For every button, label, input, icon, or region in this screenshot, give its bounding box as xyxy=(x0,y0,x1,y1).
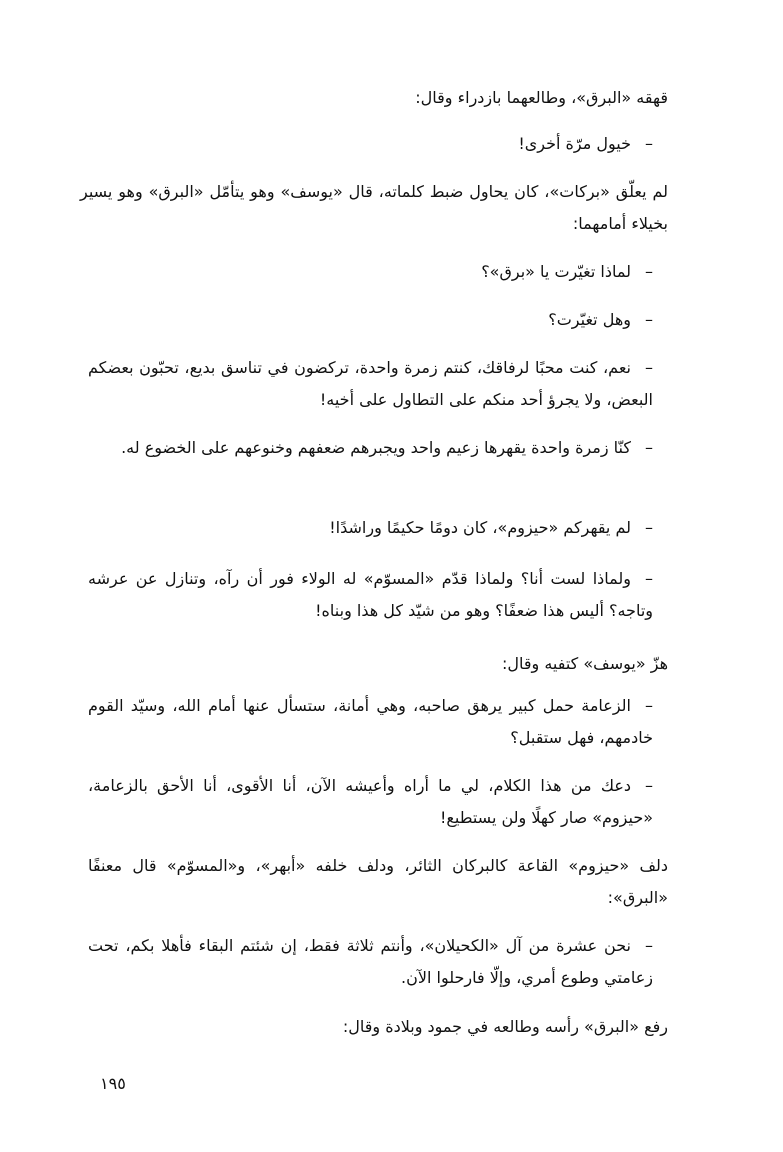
paragraph-text: قهقه «البرق»، وطالعهما بازدراء وقال: xyxy=(415,88,668,107)
dialogue-dash: – xyxy=(645,310,653,329)
dialogue-line xyxy=(88,512,653,544)
page-number: ١٩٥ xyxy=(100,1074,126,1093)
narration-paragraph xyxy=(88,82,668,114)
dialogue-line xyxy=(88,563,653,627)
dialogue-line xyxy=(88,256,653,288)
narration-paragraph xyxy=(88,850,668,914)
dialogue-line xyxy=(88,770,653,834)
narration-paragraph xyxy=(80,176,668,240)
dialogue-line xyxy=(88,432,653,464)
paragraph-text: لماذا تغيّرت يا «برق»؟ xyxy=(481,262,631,281)
dialogue-dash: – xyxy=(645,438,653,457)
paragraph-text: خيول مرّة أخرى! xyxy=(518,134,631,153)
dialogue-dash: – xyxy=(645,134,653,153)
paragraph-text: كنّا زمرة واحدة يقهرها زعيم واحد ويجبرهم ضعفهم وخنوعهم على الخضوع له. xyxy=(121,438,631,457)
dialogue-dash: – xyxy=(645,518,653,537)
narration-paragraph xyxy=(88,1011,668,1043)
dialogue-line xyxy=(88,128,653,160)
dialogue-line xyxy=(88,930,653,994)
dialogue-line xyxy=(88,352,653,416)
paragraph-text: الزعامة حمل كبير يرهق صاحبه، وهي أمانة، ستسأل عنها أمام الله، وسيّد القوم خادمهم، فهل ستقبل؟ xyxy=(88,696,653,747)
paragraph-text: وهل تغيّرت؟ xyxy=(548,310,631,329)
dialogue-dash: – xyxy=(645,696,653,715)
paragraph-text: ولماذا لست أنا؟ ولماذا قدّم «المسوّم» له الولاء فور أن رآه، وتنازل عن عرشه وتاجه؟ أليس هذا ضعفًا؟ وهو من شيّد كل هذا وبناه! xyxy=(88,569,653,620)
paragraph-text: رفع «البرق» رأسه وطالعه في جمود وبلادة وقال: xyxy=(342,1017,668,1036)
dialogue-dash: – xyxy=(645,936,653,955)
paragraph-text: دعك من هذا الكلام، لي ما أراه وأعيشه الآن، أنا الأقوى، أنا الأحق بالزعامة، «حيزوم» صار كهلًا ولن يستطيع! xyxy=(88,776,653,827)
dialogue-dash: – xyxy=(645,358,653,377)
paragraph-text: نحن عشرة من آل «الكحيلان»، وأنتم ثلاثة فقط، إن شئتم البقاء فأهلا بكم، تحت زعامتي وطوع أمري، وإلّا فارحلوا الآن. xyxy=(88,936,653,987)
paragraph-text: هزّ «يوسف» كتفيه وقال: xyxy=(502,654,668,673)
narration-paragraph xyxy=(88,648,668,680)
dialogue-dash: – xyxy=(645,262,653,281)
dialogue-line xyxy=(88,304,653,336)
paragraph-text: لم يقهركم «حيزوم»، كان دومًا حكيمًا وراشدًا! xyxy=(329,518,631,537)
dialogue-line xyxy=(88,690,653,754)
paragraph-text: لم يعلّق «بركات»، كان يحاول ضبط كلماته، قال «يوسف» وهو يتأمّل «البرق» وهو يسير بخيلاء أمامهما: xyxy=(80,182,668,233)
dialogue-dash: – xyxy=(645,776,653,795)
paragraph-text: دلف «حيزوم» القاعة كالبركان الثائر، ودلف خلفه «أبهر»، و«المسوّم» قال معنفًا «البرق»: xyxy=(88,856,668,907)
paragraph-text: نعم، كنت محبًا لرفاقك، كنتم زمرة واحدة، تركضون في تناسق بديع، تحبّون بعضكم البعض، ولا يجرؤ أحد منكم على التطاول على أخيه! xyxy=(88,358,653,409)
dialogue-dash: – xyxy=(645,569,653,588)
